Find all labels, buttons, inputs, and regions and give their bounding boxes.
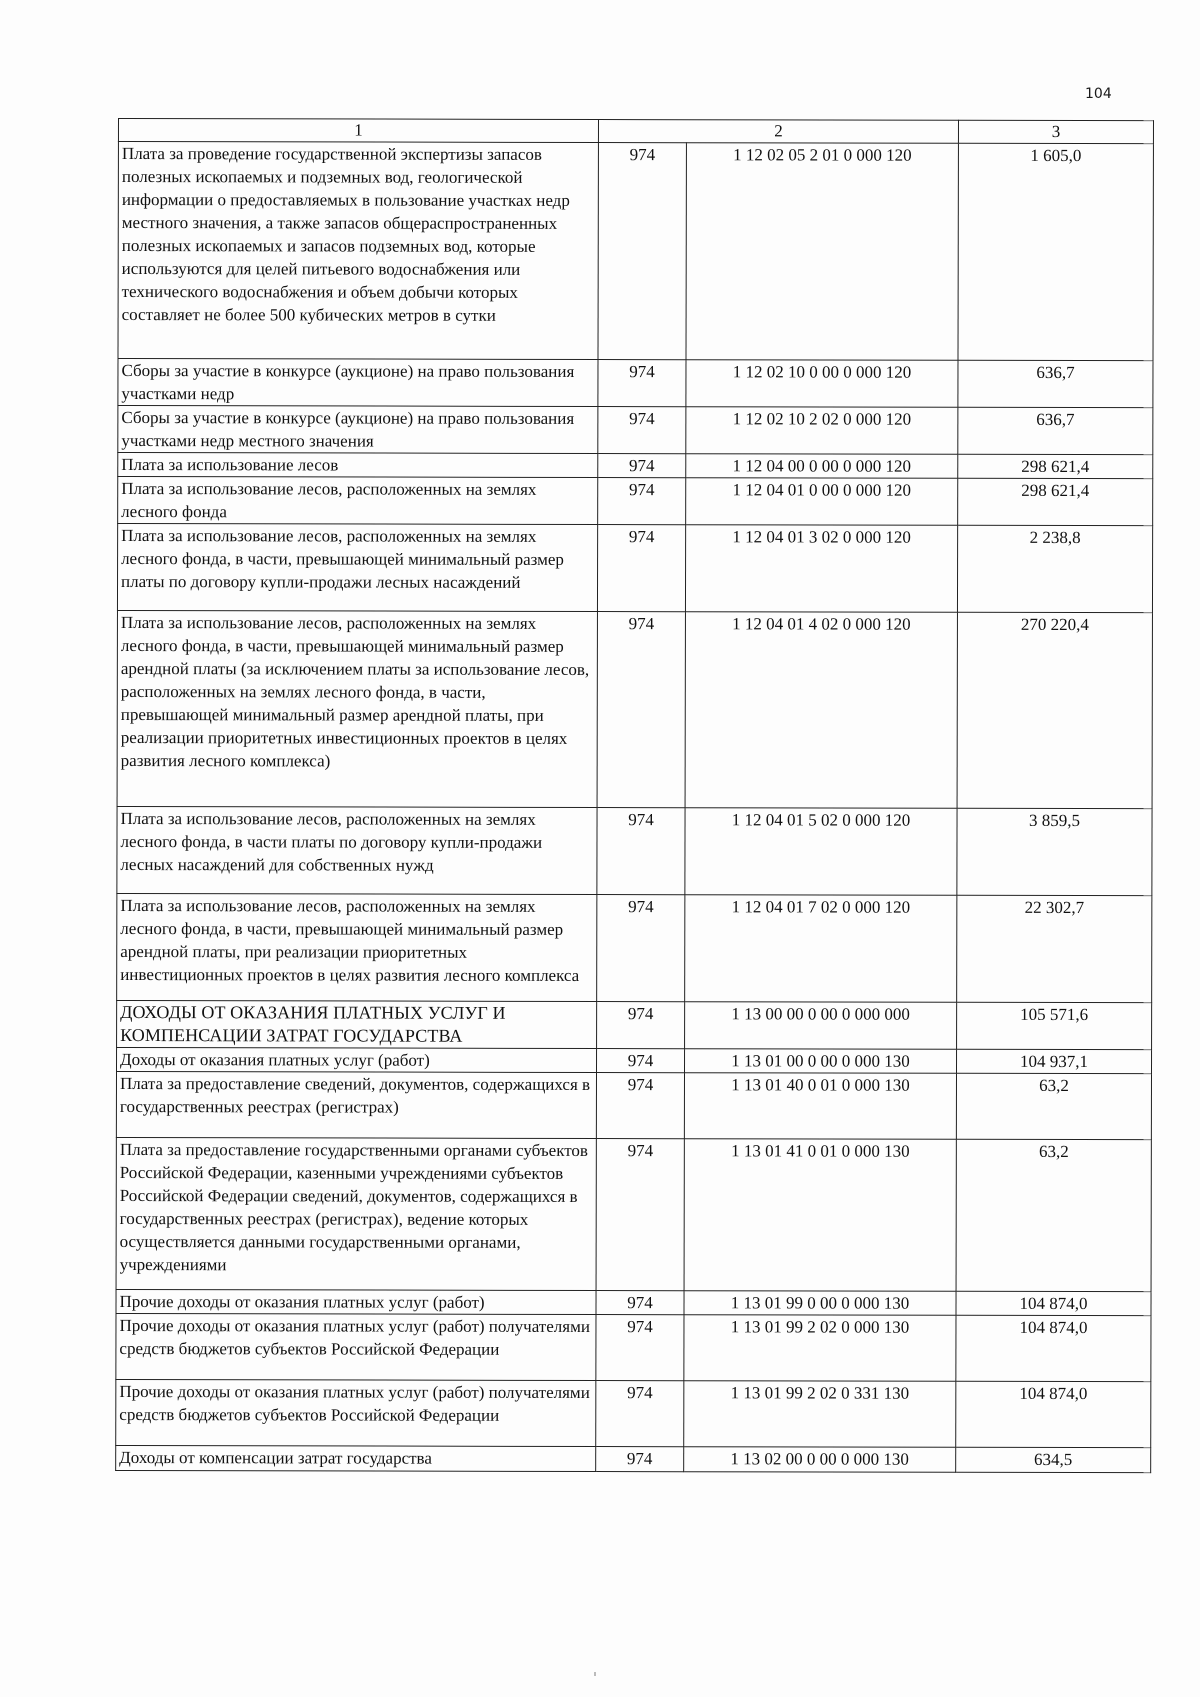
row-admin-code: 974 — [596, 1447, 684, 1472]
row-amount: 1 605,0 — [958, 143, 1153, 360]
column-header-2: 2 — [598, 120, 958, 144]
row-amount: 298 621,4 — [958, 478, 1153, 525]
row-name: ДОХОДЫ ОТ ОКАЗАНИЯ ПЛАТНЫХ УСЛУГ И КОМПЕНСАЦИИ ЗАТРАТ ГОСУДАРСТВА — [117, 1000, 597, 1048]
row-admin-code: 974 — [597, 525, 685, 612]
row-admin-code: 974 — [597, 1049, 685, 1073]
row-amount: 63,2 — [956, 1139, 1151, 1291]
row-name: Плата за предоставление государственными органами субъектов Российской Федерации, казенными учреждениями субъектов Российской Федерации сведений, документов, содержащихся в государственных реестрах (регистрах), ведение которых осуществляется данными государственными органами, учреждениями — [116, 1137, 596, 1290]
table-row — [118, 453, 1153, 479]
table-row — [118, 359, 1153, 408]
row-budget-code: 1 13 01 99 2 02 0 331 130 — [684, 1381, 956, 1448]
table-row — [116, 1071, 1151, 1139]
row-budget-code: 1 12 04 01 3 02 0 000 120 — [685, 525, 957, 613]
column-header-3: 3 — [958, 120, 1153, 143]
row-name: Прочие доходы от оказания платных услуг (работ) получателями средств бюджетов субъектов Российской Федерации — [116, 1379, 596, 1446]
row-amount: 104 874,0 — [956, 1315, 1151, 1381]
row-name: Доходы от компенсации затрат государства — [116, 1445, 596, 1471]
row-amount: 298 621,4 — [958, 454, 1153, 478]
table-row — [118, 406, 1153, 455]
row-budget-code: 1 13 01 99 2 02 0 000 130 — [684, 1315, 956, 1382]
row-name: Плата за использование лесов, расположенных на землях лесного фонда, в части платы по договору купли-продажи лесных насаждений для собственных нужд — [117, 806, 597, 894]
row-amount: 3 859,5 — [957, 808, 1152, 895]
row-budget-code: 1 13 00 00 0 00 0 000 000 — [685, 1002, 957, 1050]
row-amount: 63,2 — [956, 1073, 1151, 1139]
row-budget-code: 1 12 04 01 5 02 0 000 120 — [685, 808, 957, 896]
row-admin-code: 974 — [597, 808, 685, 895]
row-budget-code: 1 13 01 41 0 01 0 000 130 — [684, 1139, 956, 1292]
row-name: Доходы от оказания платных услуг (работ) — [117, 1047, 597, 1072]
row-amount: 104 874,0 — [956, 1291, 1151, 1315]
row-admin-code: 974 — [597, 612, 685, 808]
row-budget-code: 1 12 04 00 0 00 0 000 120 — [686, 454, 958, 479]
table-row — [117, 524, 1152, 613]
row-admin-code: 974 — [598, 360, 686, 407]
row-amount: 105 571,6 — [957, 1002, 1152, 1049]
row-admin-code: 974 — [596, 1291, 684, 1315]
row-name: Плата за использование лесов — [118, 453, 598, 478]
row-amount: 104 874,0 — [956, 1381, 1151, 1447]
row-admin-code: 974 — [597, 895, 685, 1002]
table-row — [117, 1000, 1152, 1049]
row-budget-code: 1 12 04 01 4 02 0 000 120 — [685, 612, 957, 809]
row-budget-code: 1 13 01 99 0 00 0 000 130 — [684, 1291, 956, 1316]
row-name: Плата за использование лесов, расположенных на землях лесного фонда, в части, превышающей минимальный размер арендной платы, при реализации приоритетных инвестиционных проектов в целях развития лесного комплекса — [117, 893, 597, 1001]
row-admin-code: 974 — [597, 1002, 685, 1049]
table-row — [118, 477, 1153, 526]
table-row — [117, 610, 1152, 808]
row-amount: 270 220,4 — [957, 612, 1152, 808]
scan-artifact — [594, 1672, 596, 1676]
row-amount: 22 302,7 — [957, 895, 1152, 1002]
row-amount: 636,7 — [958, 407, 1153, 454]
row-name: Плата за использование лесов, расположенных на землях лесного фонда — [118, 477, 598, 525]
row-admin-code: 974 — [598, 143, 686, 360]
row-budget-code: 1 12 04 01 7 02 0 000 120 — [685, 895, 957, 1003]
row-admin-code: 974 — [598, 478, 686, 525]
row-admin-code: 974 — [596, 1139, 684, 1291]
revenue-table — [115, 118, 1154, 1473]
row-name: Сборы за участие в конкурсе (аукционе) на право пользования участками недр — [118, 359, 598, 407]
row-name: Прочие доходы от оказания платных услуг (работ) — [116, 1289, 596, 1314]
page-number: 104 — [1085, 86, 1112, 102]
row-budget-code: 1 13 02 00 0 00 0 000 130 — [684, 1447, 956, 1473]
table-row — [116, 1379, 1151, 1447]
row-budget-code: 1 13 01 00 0 00 0 000 130 — [685, 1049, 957, 1074]
row-amount: 2 238,8 — [957, 525, 1152, 612]
row-amount: 104 937,1 — [957, 1049, 1152, 1073]
table-row — [117, 1047, 1152, 1073]
row-budget-code: 1 12 02 10 2 02 0 000 120 — [686, 407, 958, 455]
table-row — [116, 1445, 1151, 1472]
row-admin-code: 974 — [596, 1315, 684, 1381]
table-row — [116, 1313, 1151, 1381]
table-row — [117, 806, 1152, 895]
row-name: Прочие доходы от оказания платных услуг (работ) получателями средств бюджетов субъектов Российской Федерации — [116, 1313, 596, 1380]
row-name: Сборы за участие в конкурсе (аукционе) на право пользования участками недр местного значения — [118, 406, 598, 454]
row-budget-code: 1 12 02 05 2 01 0 000 120 — [686, 143, 958, 361]
table-header-row — [118, 119, 1153, 144]
column-header-1: 1 — [118, 119, 598, 143]
row-budget-code: 1 12 04 01 0 00 0 000 120 — [686, 478, 958, 526]
row-amount: 636,7 — [958, 360, 1153, 407]
table-row — [116, 1137, 1151, 1291]
row-admin-code: 974 — [596, 1073, 684, 1139]
row-name: Плата за проведение государственной экспертизы запасов полезных ископаемых и подземных вод, геологической информации о предоставляемых в пользование участках недр местного значения, а также запасов общераспространенных полезных ископаемых и запасов подземных вод, которые используются для целей питьевого водоснабжения или технического водоснабжения и объем добычи которых составляет не более 500 кубических метров в сутки — [118, 142, 598, 360]
row-name: Плата за предоставление сведений, документов, содержащихся в государственных реестрах (регистрах) — [116, 1071, 596, 1138]
table-row — [117, 893, 1152, 1002]
row-budget-code: 1 13 01 40 0 01 0 000 130 — [684, 1073, 956, 1140]
table-row — [118, 142, 1153, 361]
row-admin-code: 974 — [598, 407, 686, 454]
table-row — [116, 1289, 1151, 1315]
row-name: Плата за использование лесов, расположенных на землях лесного фонда, в части, превышающей минимальный размер платы по договору купли-продажи лесных насаждений — [117, 524, 597, 612]
row-budget-code: 1 12 02 10 0 00 0 000 120 — [686, 360, 958, 408]
row-name: Плата за использование лесов, расположенных на землях лесного фонда, в части, превышающей минимальный размер арендной платы (за исключением платы за использование лесов, расположенных на землях лесного фонда, в части, превышающей минимальный размер арендной платы, при реализации приоритетных инвестиционных проектов в целях развития лесного комплекса) — [117, 610, 597, 807]
row-admin-code: 974 — [598, 454, 686, 478]
row-amount: 634,5 — [956, 1447, 1151, 1472]
row-admin-code: 974 — [596, 1381, 684, 1447]
